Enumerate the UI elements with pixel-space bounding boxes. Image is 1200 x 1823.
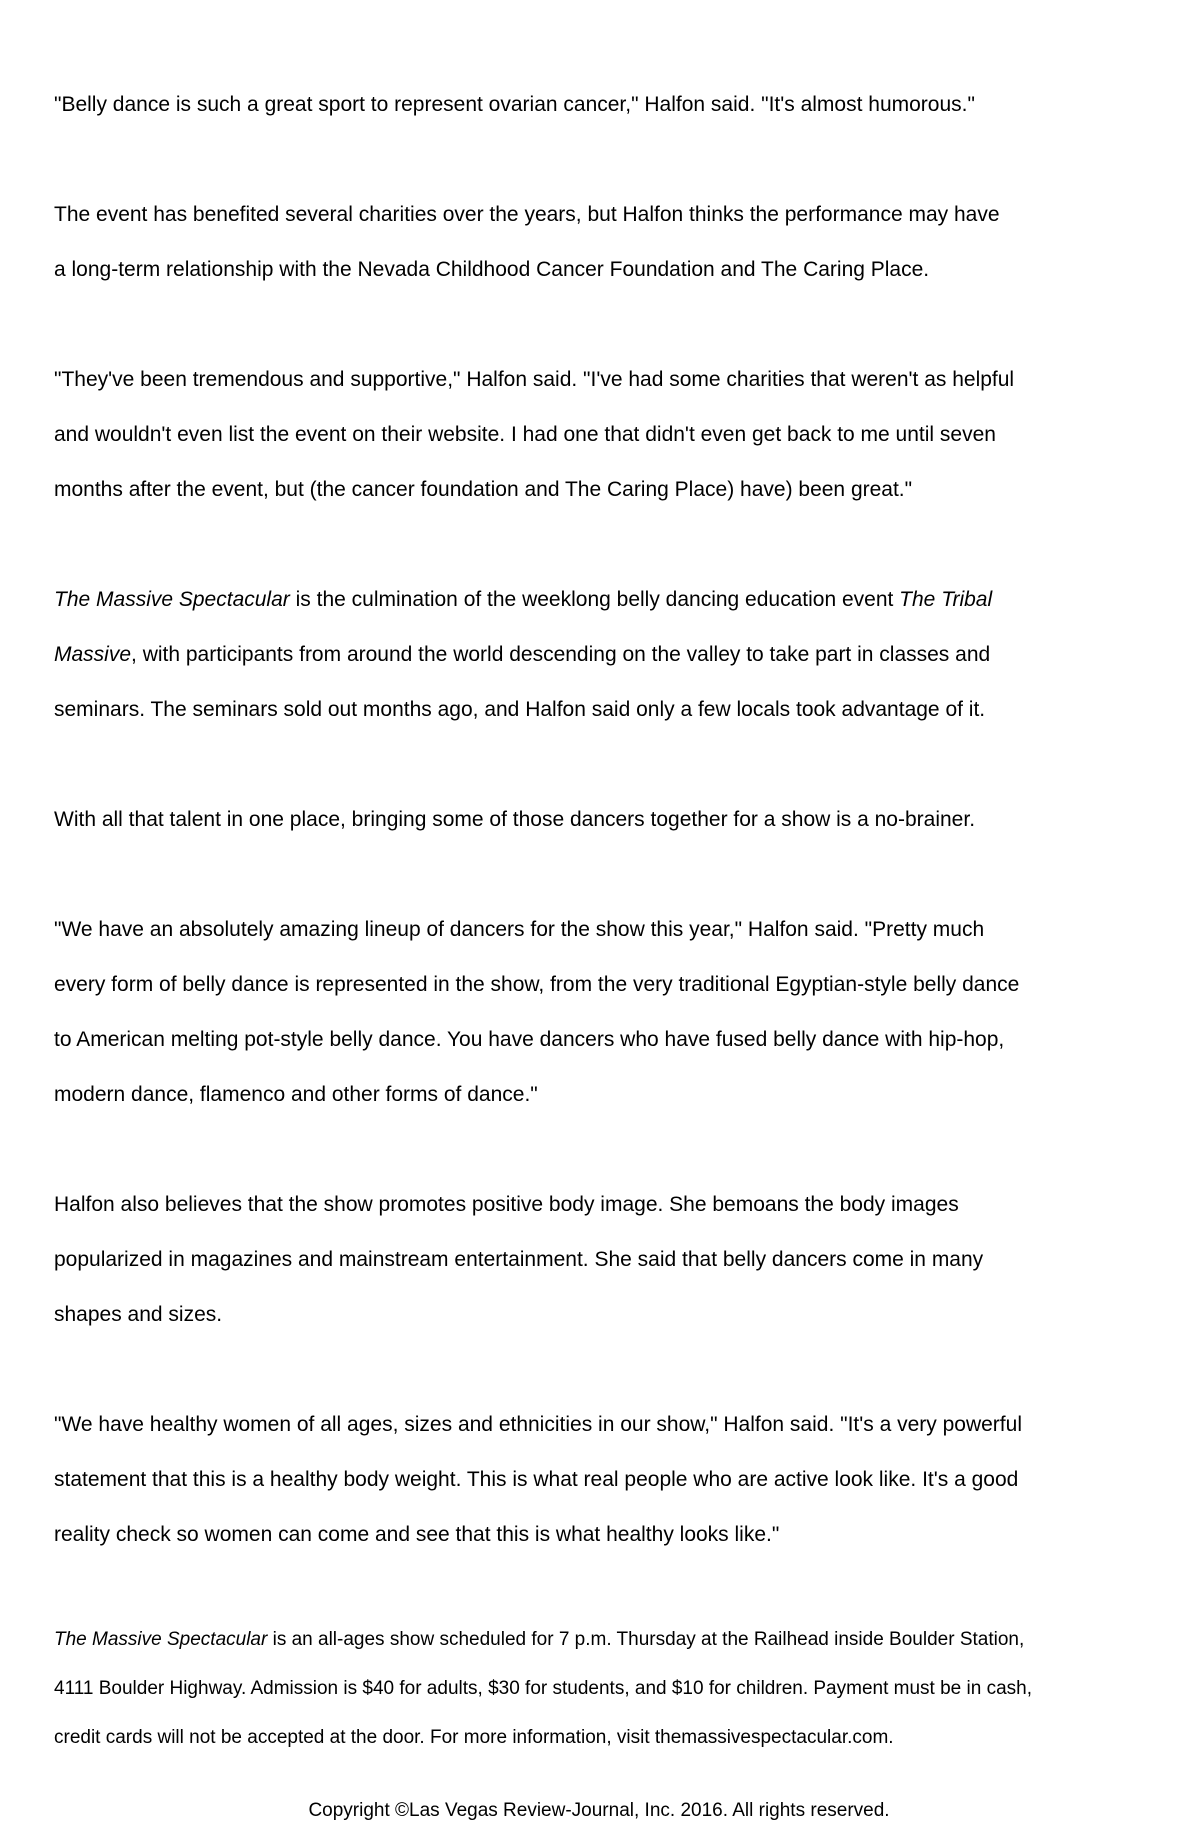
paragraph-line: "We have an absolutely amazing lineup of dancers for the show this year," Halfon said. "Pretty much (54, 917, 985, 941)
paragraph-line: "We have healthy women of all ages, sizes and ethnicities in our show," Halfon said. "It's a very powerful (54, 1412, 1022, 1436)
paragraph-line: "They've been tremendous and supportive," Halfon said. "I've had some charities that weren't as helpful (54, 367, 1015, 391)
paragraph-line (54, 1628, 1174, 1653)
paragraph-line: a long-term relationship with the Nevada Childhood Cancer Foundation and The Caring Place. (54, 257, 930, 281)
paragraph-text: is the culmination of the weeklong belly dancing education event (289, 587, 900, 611)
paragraph-line: and wouldn't even list the event on their website. I had one that didn't even get back to me until seven (54, 422, 996, 446)
paragraph-line: to American melting pot-style belly dance. You have dancers who have fused belly dance with hip-hop, (54, 1027, 1005, 1051)
event-title-italic: Massive (54, 642, 132, 666)
paragraph-line: Halfon also believes that the show promotes positive body image. She bemoans the body images (54, 1192, 959, 1216)
paragraph-text: , with participants from around the world descending on the valley to take part in classes and (131, 642, 991, 666)
event-title-italic: The Tribal (899, 587, 993, 611)
show-title-italic: The Massive Spectacular (54, 1628, 268, 1650)
paragraph-7 (54, 1163, 1174, 1356)
show-title-italic: The Massive Spectacular (54, 587, 290, 611)
paragraph-line: 4111 Boulder Highway. Admission is $40 for adults, $30 for students, and $10 for children. Payment must be in cash, (54, 1677, 1032, 1699)
paragraph-6 (54, 888, 1174, 1136)
paragraph-line (54, 586, 1174, 614)
article-body (54, 63, 1174, 1823)
paragraph-9-event-info (54, 1603, 1174, 1775)
paragraph-line: statement that this is a healthy body weight. This is what real people who are active look like. It's a good (54, 1467, 1019, 1491)
paragraph-3 (54, 338, 1174, 531)
paragraph-line: The event has benefited several charities over the years, but Halfon thinks the performance may have (54, 202, 1000, 226)
paragraph-1 (54, 63, 1174, 146)
paragraph-line (54, 641, 1174, 669)
paragraph-line: every form of belly dance is represented in the show, from the very traditional Egyptian-style belly dance (54, 972, 1020, 996)
paragraph-2 (54, 173, 1174, 311)
copyright-notice: Copyright ©Las Vegas Review-Journal, Inc. 2016. All rights reserved. (308, 1799, 890, 1821)
paragraph-4 (54, 558, 1174, 751)
paragraph-line: modern dance, flamenco and other forms of dance." (54, 1082, 538, 1106)
paragraph-line: "Belly dance is such a great sport to represent ovarian cancer," Halfon said. "It's almost humorous." (54, 92, 975, 116)
paragraph-line: seminars. The seminars sold out months ago, and Halfon said only a few locals took advantage of it. (54, 697, 986, 721)
paragraph-text: is an all-ages show scheduled for 7 p.m. Thursday at the Railhead inside Boulder Station, (267, 1628, 1025, 1650)
paragraph-5 (54, 778, 1174, 861)
paragraph-line: With all that talent in one place, bringing some of those dancers together for a show is a no-brainer. (54, 807, 976, 831)
paragraph-8 (54, 1383, 1174, 1576)
paragraph-line: months after the event, but (the cancer foundation and The Caring Place) have) been great." (54, 477, 913, 501)
paragraph-line: popularized in magazines and mainstream entertainment. She said that belly dancers come in many (54, 1247, 984, 1271)
paragraph-line: credit cards will not be accepted at the door. For more information, visit themassivespectacular.com. (54, 1726, 894, 1748)
paragraph-line: shapes and sizes. (54, 1302, 223, 1326)
paragraph-line: reality check so women can come and see that this is what healthy looks like." (54, 1522, 780, 1546)
